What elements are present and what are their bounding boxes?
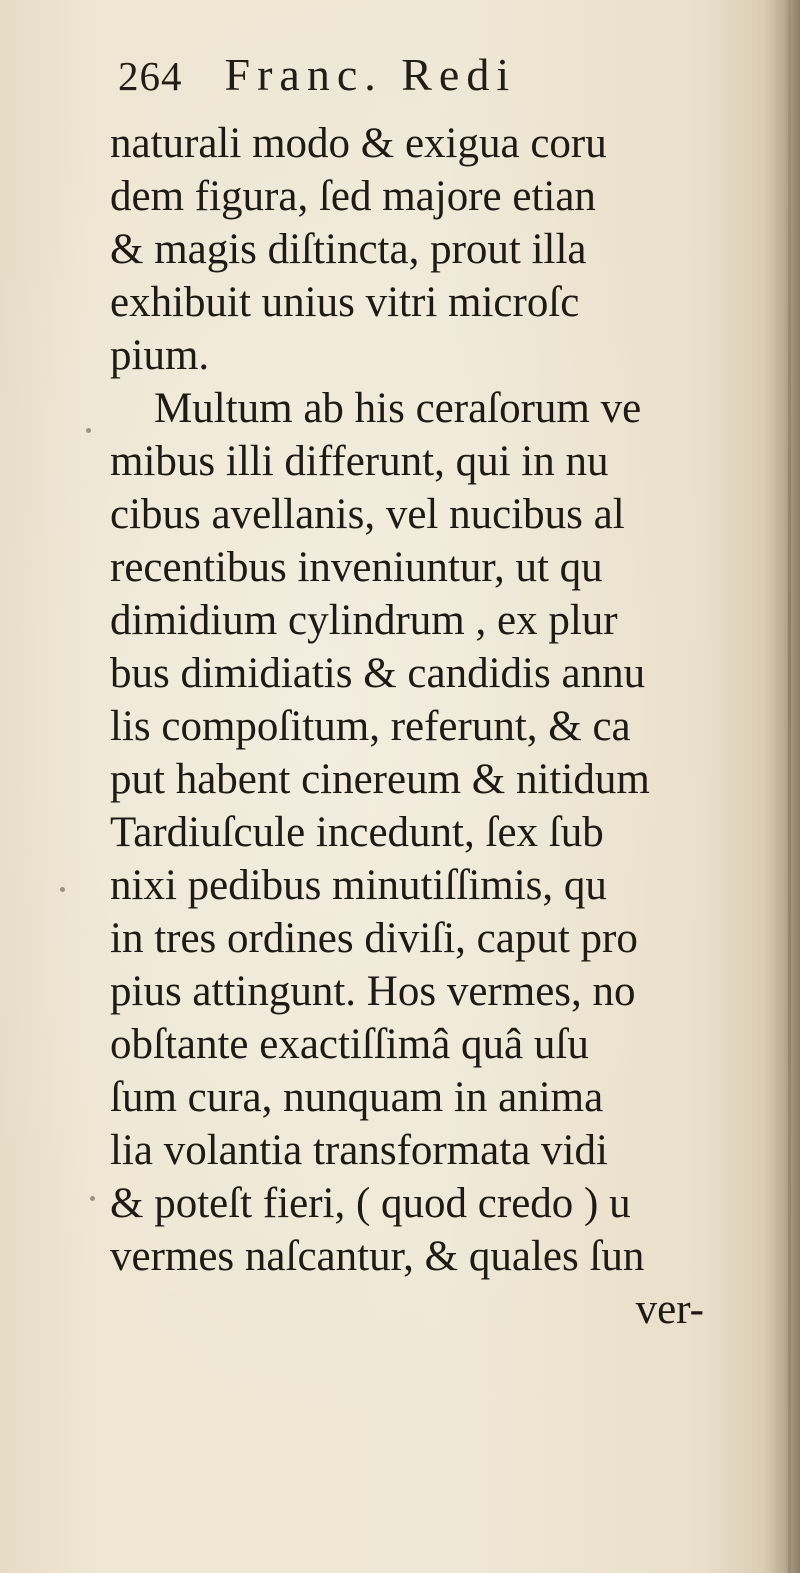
paper-speck (86, 428, 91, 433)
text-line: recentibus inveniuntur, ut qu (110, 544, 603, 591)
text-line: lia volantia transformata vidi (110, 1127, 608, 1174)
text-line: lis compoſitum, referunt, & ca (110, 703, 631, 750)
paragraph-start-line: Multum ab his ceraſorum ve (154, 385, 642, 432)
text-line: ſum cura, nunquam in anima (110, 1074, 604, 1121)
text-line: nixi pedibus minutiſſimis, qu (110, 862, 607, 909)
text-line: vermes naſcantur, & quales ſun (110, 1233, 645, 1280)
text-line: dimidium cylindrum , ex plur (110, 597, 618, 644)
text-line: Tardiuſcule incedunt, ſex ſub (110, 809, 604, 856)
text-line: & magis diſtincta, prout illa (110, 226, 587, 273)
text-line: pius attingunt. Hos vermes, no (110, 968, 636, 1015)
text-line: obſtante exactiſſimâ quâ uſu (110, 1021, 589, 1068)
text-line: mibus illi differunt, qui in nu (110, 438, 609, 485)
text-line: naturali modo & exigua coru (110, 120, 607, 167)
text-line: & poteſt fieri, ( quod credo ) u (110, 1180, 631, 1227)
page-number: 264 (118, 53, 183, 99)
catchword: ver- (635, 1286, 704, 1333)
paper-speck (60, 887, 65, 892)
text-line: exhibuit unius vitri microſc (110, 279, 580, 326)
text-line: bus dimidiatis & candidis annu (110, 650, 646, 697)
text-line: put habent cinereum & nitidum (110, 756, 650, 803)
text-line: pium. (110, 332, 210, 379)
text-line: dem figura, ſed majore etian (110, 173, 596, 220)
body-text (110, 117, 800, 1517)
running-title: Franc. Redi (224, 49, 517, 100)
text-line: cibus avellanis, vel nucibus al (110, 491, 625, 538)
text-line: in tres ordines diviſi, caput pro (110, 915, 638, 962)
page-header (118, 48, 516, 108)
paper-speck (90, 1196, 95, 1201)
